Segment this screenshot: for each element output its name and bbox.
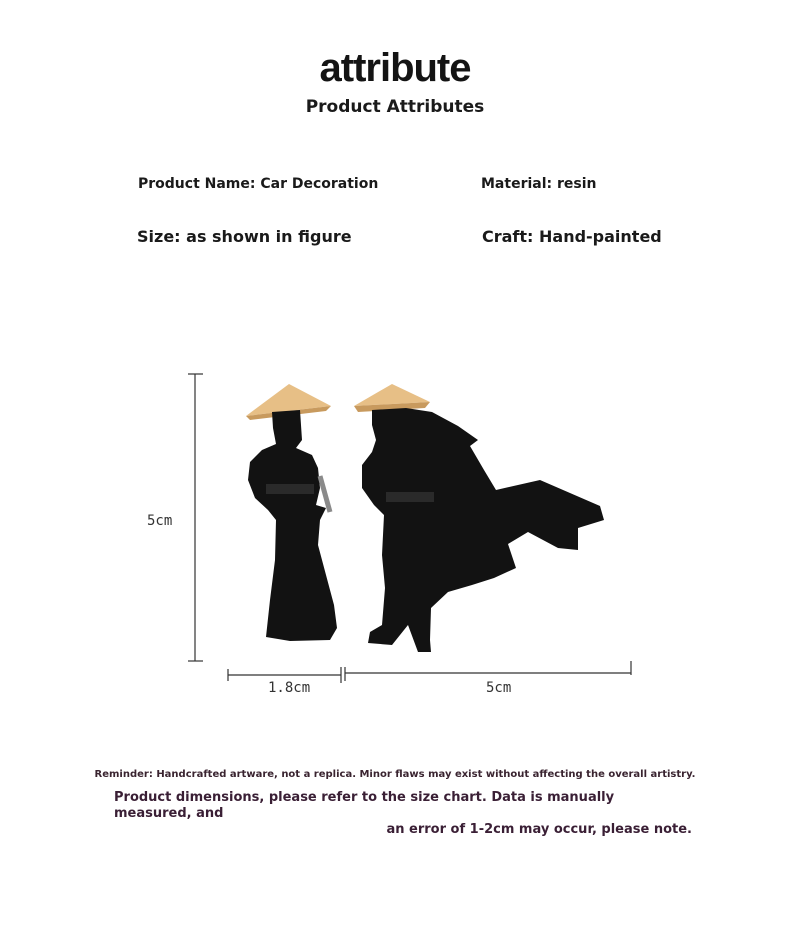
attribute-size: Size: as shown in figure [137, 227, 352, 246]
height-dimension-line [188, 374, 203, 661]
width-left-label: 1.8cm [268, 680, 311, 696]
attribute-material: Material: resin [481, 176, 597, 192]
reminder-text: Reminder: Handcrafted artware, not a replica. Minor flaws may exist without affecting the overall artistry. [94, 769, 696, 780]
width-dimension-line-right [345, 661, 631, 681]
figure-left-standing [246, 384, 337, 641]
measurement-note-line2: an error of 1-2cm may occur, please note. [386, 822, 692, 837]
attribute-craft: Craft: Hand-painted [482, 227, 662, 246]
page-subtitle: Product Attributes [305, 97, 485, 117]
measurement-note-line1: Product dimensions, please refer to the size chart. Data is manually measured, and [114, 790, 615, 821]
figure-right-cloak [354, 384, 604, 652]
page-title: attribute [319, 46, 471, 90]
height-label: 5cm [147, 513, 173, 529]
width-right-label: 5cm [486, 680, 512, 696]
measurement-note [60, 790, 692, 838]
attribute-product-name: Product Name: Car Decoration [138, 176, 379, 192]
